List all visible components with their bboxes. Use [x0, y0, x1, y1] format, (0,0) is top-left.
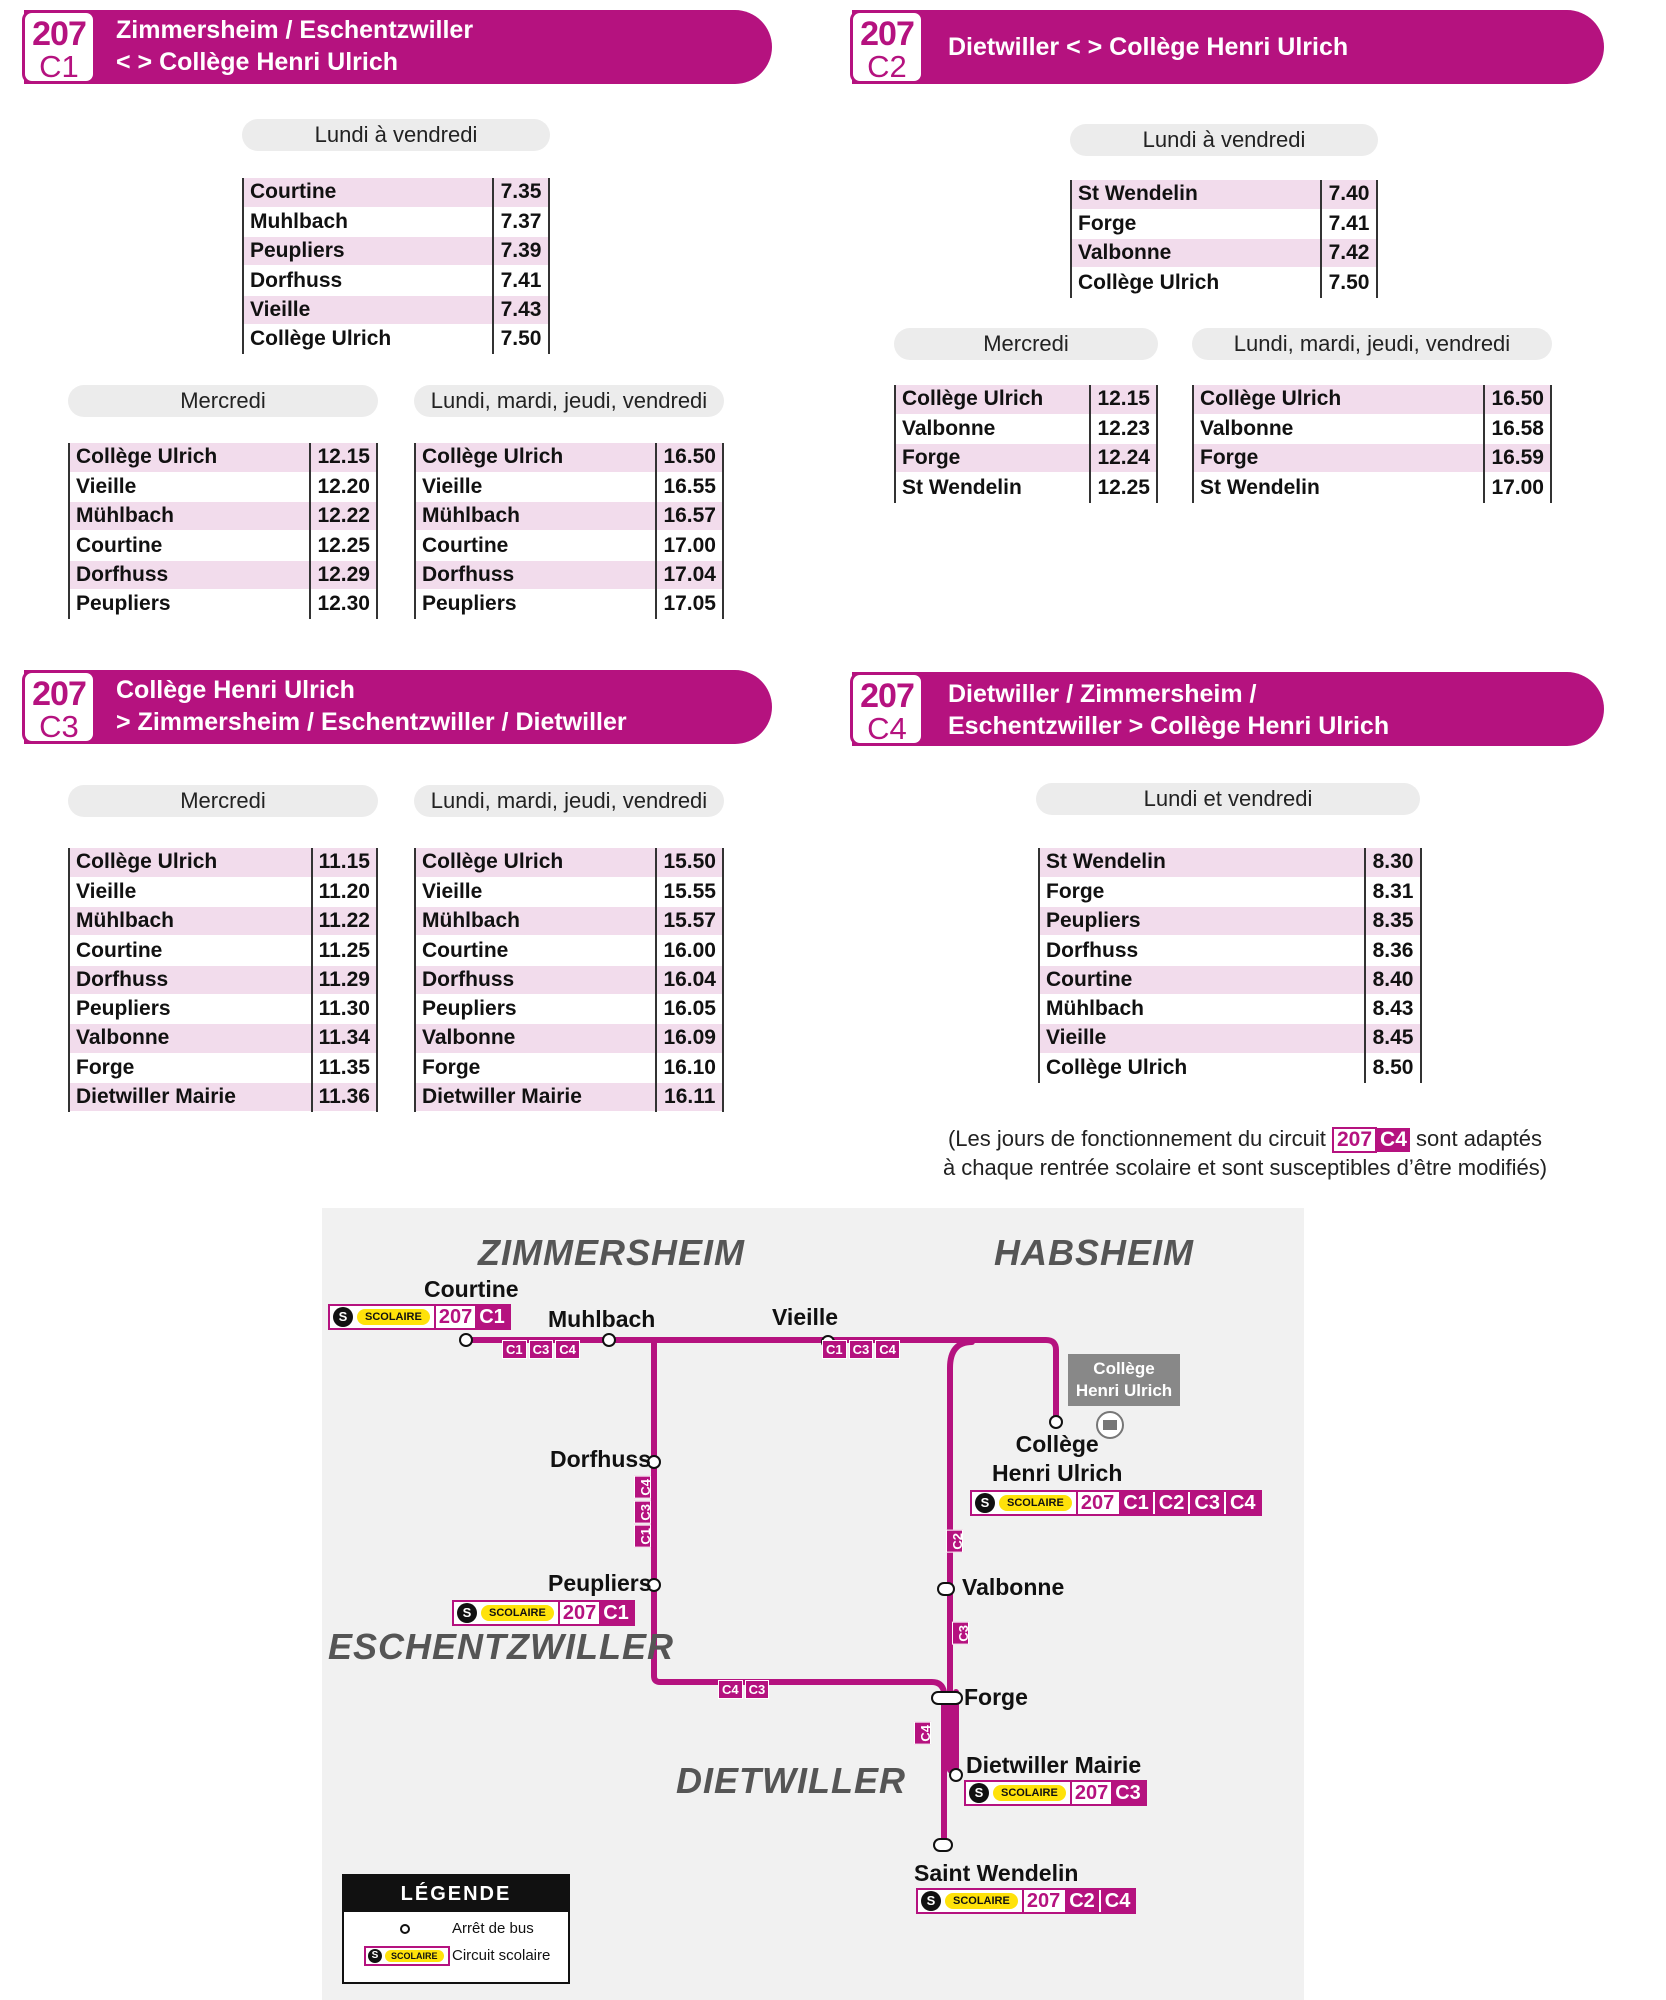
time-cell: 12.20 — [310, 472, 377, 501]
stop-name-cell: Collège Ulrich — [1193, 385, 1484, 414]
c1-weekday-label: Lundi à vendredi — [242, 119, 550, 151]
c3-line-number: 207 — [32, 675, 86, 713]
time-cell: 12.15 — [310, 443, 377, 472]
route-marker-bottom: C4 C3 — [718, 1680, 769, 1699]
c3-other-label: Lundi, mardi, jeudi, vendredi — [414, 785, 724, 817]
map-legend: LÉGENDE Arrêt de bus S SCOLAIRE Circuit scolaire — [342, 1874, 570, 1984]
timetable-row — [1039, 1024, 1421, 1053]
stop-name-cell: Vieille — [1039, 1024, 1365, 1053]
stop-name-cell: Courtine — [415, 936, 656, 965]
c4-badge — [850, 672, 924, 746]
time-cell: 12.29 — [310, 560, 377, 589]
time-cell: 15.55 — [656, 877, 723, 906]
time-cell: 7.50 — [1321, 268, 1377, 297]
stop-valbonne — [938, 1583, 954, 1595]
stop-name-cell: Valbonne — [415, 1024, 656, 1053]
college-box: Collège Henri Ulrich — [1068, 1354, 1180, 1406]
time-cell: 12.24 — [1090, 444, 1157, 473]
c1-line-number: 207 — [32, 15, 86, 53]
c2-weekday-table — [1070, 180, 1378, 298]
tag-college: S SCOLAIRE 207 C1 C2 C3 C4 — [970, 1490, 1262, 1516]
time-cell: 16.10 — [656, 1053, 723, 1082]
tag-dietwiller-mairie: S SCOLAIRE 207 C3 — [964, 1780, 1147, 1806]
c1-weekday-table — [242, 178, 550, 354]
timetable-row — [243, 207, 549, 236]
timetable-row — [243, 324, 549, 353]
stop-name-cell: Dorfhuss — [415, 560, 656, 589]
route-marker-c2: C2 — [946, 1530, 963, 1553]
stop-forge — [932, 1692, 962, 1704]
time-cell: 8.35 — [1365, 907, 1421, 936]
c1-title: Zimmersheim / Eschentzwiller < > Collège Henri Ulrich — [116, 16, 474, 76]
time-cell: 16.11 — [656, 1082, 723, 1111]
time-cell: 17.05 — [656, 589, 723, 618]
stop-name-cell: Mühlbach — [415, 502, 656, 531]
time-cell: 11.25 — [312, 936, 377, 965]
time-cell: 15.57 — [656, 907, 723, 936]
time-cell: 16.05 — [656, 994, 723, 1023]
town-dietwiller: DIETWILLER — [676, 1760, 906, 1801]
c4-line-number: 207 — [860, 677, 914, 715]
stop-name-cell: Vieille — [415, 472, 656, 501]
time-cell: 7.35 — [493, 178, 549, 207]
c2-wed-table — [894, 385, 1158, 503]
c3-title: Collège Henri Ulrich > Zimmersheim / Eschentzwiller / Dietwiller — [116, 676, 627, 736]
time-cell: 12.25 — [310, 531, 377, 560]
timetable-row — [69, 472, 377, 501]
time-cell: 16.57 — [656, 502, 723, 531]
c1-badge — [22, 10, 96, 84]
timetable-row — [415, 1053, 723, 1082]
route-marker-vieille: C1 C3 C4 — [822, 1340, 900, 1359]
c3-wed-label: Mercredi — [68, 785, 378, 817]
stop-label-forge: Forge — [964, 1684, 1028, 1710]
stop-name-cell: Vieille — [69, 472, 310, 501]
timetable-row — [1071, 268, 1377, 297]
time-cell: 8.50 — [1365, 1053, 1421, 1082]
time-cell: 17.00 — [1484, 473, 1551, 502]
timetable-row — [69, 531, 377, 560]
time-cell: 8.45 — [1365, 1024, 1421, 1053]
timetable-row — [415, 994, 723, 1023]
c2-other-table — [1192, 385, 1552, 503]
time-cell: 11.22 — [312, 907, 377, 936]
stop-name-cell: Forge — [895, 444, 1090, 473]
c3-badge — [22, 670, 96, 744]
stop-label-muhlbach: Muhlbach — [548, 1306, 656, 1332]
timetable-row — [243, 266, 549, 295]
stop-name-cell: Collège Ulrich — [1071, 268, 1321, 297]
stop-label-vieille: Vieille — [772, 1304, 839, 1330]
school-icon-glyph — [1103, 1420, 1117, 1430]
stop-label-courtine: Courtine — [424, 1276, 519, 1302]
timetable-row — [415, 472, 723, 501]
timetable-row — [1039, 936, 1421, 965]
c4-title: Dietwiller / Zimmersheim / Eschentzwiller > Collège Henri Ulrich — [948, 680, 1390, 740]
stop-name-cell: Collège Ulrich — [69, 848, 312, 877]
timetable-row — [69, 1082, 377, 1111]
c3-circuit-code: C3 — [39, 709, 79, 744]
stop-name-cell: Mühlbach — [415, 907, 656, 936]
timetable-row — [415, 443, 723, 472]
stop-name-cell: Collège Ulrich — [69, 443, 310, 472]
time-cell: 8.43 — [1365, 994, 1421, 1023]
stop-name-cell: Muhlbach — [243, 207, 493, 236]
timetable-row — [1193, 414, 1551, 443]
c1-other-table — [414, 443, 724, 619]
time-cell: 11.36 — [312, 1082, 377, 1111]
time-cell: 7.40 — [1321, 180, 1377, 209]
timetable-row — [69, 994, 377, 1023]
time-cell: 11.29 — [312, 965, 377, 994]
timetable-row — [69, 502, 377, 531]
timetable-row — [895, 385, 1157, 414]
c2-line-number: 207 — [860, 15, 914, 53]
stop-name-cell: St Wendelin — [1071, 180, 1321, 209]
stop-name-cell: Forge — [1193, 444, 1484, 473]
time-cell: 16.55 — [656, 472, 723, 501]
time-cell: 8.40 — [1365, 965, 1421, 994]
timetable-row — [415, 877, 723, 906]
time-cell: 8.36 — [1365, 936, 1421, 965]
timetable-row — [415, 907, 723, 936]
stop-name-cell: Dorfhuss — [1039, 936, 1365, 965]
note-line-badge: 207 — [1332, 1127, 1377, 1153]
timetable-row — [69, 965, 377, 994]
stop-name-cell: Collège Ulrich — [243, 324, 493, 353]
c2-weekday-label: Lundi à vendredi — [1070, 124, 1378, 156]
time-cell: 16.50 — [656, 443, 723, 472]
time-cell: 16.00 — [656, 936, 723, 965]
scolaire-s-icon: S — [333, 1307, 353, 1327]
tag-courtine: S SCOLAIRE 207 C1 — [328, 1304, 511, 1330]
time-cell: 11.20 — [312, 877, 377, 906]
stop-name-cell: St Wendelin — [1039, 848, 1365, 877]
stop-college — [1050, 1416, 1062, 1428]
stop-label-dorfhuss: Dorfhuss — [550, 1446, 651, 1472]
time-cell: 17.00 — [656, 531, 723, 560]
time-cell: 16.04 — [656, 965, 723, 994]
stop-name-cell: Collège Ulrich — [415, 443, 656, 472]
c1-wed-label: Mercredi — [68, 385, 378, 417]
timetable-row — [1071, 180, 1377, 209]
c3-other-table — [414, 848, 724, 1112]
timetable-row — [1039, 877, 1421, 906]
stop-label-valbonne: Valbonne — [962, 1574, 1065, 1600]
c2-badge — [850, 10, 924, 84]
timetable-row — [1193, 444, 1551, 473]
stop-name-cell: Valbonne — [1193, 414, 1484, 443]
legend-stop-label: Arrêt de bus — [452, 1920, 534, 1937]
c3-wed-table — [68, 848, 378, 1112]
time-cell: 17.04 — [656, 560, 723, 589]
c2-circuit-code: C2 — [867, 49, 907, 84]
stop-name-cell: Dorfhuss — [243, 266, 493, 295]
stop-label-peupliers: Peupliers — [548, 1570, 652, 1596]
stop-name-cell: Courtine — [243, 178, 493, 207]
stop-name-cell: Collège Ulrich — [895, 385, 1090, 414]
c4-days-label: Lundi et vendredi — [1036, 783, 1420, 815]
timetable-row — [69, 877, 377, 906]
timetable-row — [415, 589, 723, 618]
time-cell: 16.58 — [1484, 414, 1551, 443]
stop-name-cell: Dorfhuss — [69, 560, 310, 589]
stop-name-cell: Vieille — [69, 877, 312, 906]
tag-peupliers: S SCOLAIRE 207 C1 — [452, 1600, 635, 1626]
timetable-row — [69, 1024, 377, 1053]
legend-s-icon: S — [368, 1949, 382, 1963]
stop-label-dietwiller-mairie: Dietwiller Mairie — [966, 1752, 1142, 1778]
c4-footnote: (Les jours de fonctionnement du circuit 207 C4 sont adaptés à chaque rentrée scolaire et sont susceptibles d’être modifiés) — [942, 1126, 1548, 1180]
time-cell: 7.43 — [493, 295, 549, 324]
time-cell: 11.30 — [312, 994, 377, 1023]
stop-name-cell: Vieille — [415, 877, 656, 906]
time-cell: 7.42 — [1321, 239, 1377, 268]
town-eschentzwiller: ESCHENTZWILLER — [328, 1626, 674, 1667]
time-cell: 8.30 — [1365, 848, 1421, 877]
stop-name-cell: Peupliers — [1039, 907, 1365, 936]
stop-name-cell: Dorfhuss — [415, 965, 656, 994]
stop-name-cell: Valbonne — [69, 1024, 312, 1053]
stop-name-cell: Dietwiller Mairie — [69, 1082, 312, 1111]
stop-name-cell: Valbonne — [895, 414, 1090, 443]
stop-name-cell: Mühlbach — [69, 502, 310, 531]
time-cell: 12.25 — [1090, 473, 1157, 502]
legend-circuit-label: Circuit scolaire — [452, 1947, 551, 1964]
timetable-row — [1039, 994, 1421, 1023]
timetable-row — [415, 560, 723, 589]
timetable-row — [1071, 239, 1377, 268]
scolaire-s-icon: S — [921, 1891, 941, 1911]
time-cell: 7.37 — [493, 207, 549, 236]
timetable-row — [69, 560, 377, 589]
stop-name-cell: Courtine — [415, 531, 656, 560]
timetable-row — [69, 589, 377, 618]
time-cell: 12.15 — [1090, 385, 1157, 414]
timetable-row — [895, 473, 1157, 502]
timetable-row — [69, 936, 377, 965]
c1-other-label: Lundi, mardi, jeudi, vendredi — [414, 385, 724, 417]
timetable-row — [1071, 209, 1377, 238]
timetable-row — [69, 848, 377, 877]
stop-label-college: Collège Henri Ulrich — [992, 1431, 1123, 1486]
stop-name-cell: Forge — [69, 1053, 312, 1082]
stop-muhlbach — [603, 1334, 615, 1346]
stop-name-cell: Collège Ulrich — [1039, 1053, 1365, 1082]
stop-name-cell: Mühlbach — [1039, 994, 1365, 1023]
route-marker-courtine-muhlbach: C1 C3 C4 — [502, 1340, 580, 1359]
stop-name-cell: Valbonne — [1071, 239, 1321, 268]
stop-name-cell: Peupliers — [69, 589, 310, 618]
time-cell: 7.39 — [493, 237, 549, 266]
timetable-row — [415, 531, 723, 560]
stop-dietwiller-mairie — [950, 1769, 962, 1781]
scolaire-s-icon: S — [975, 1493, 995, 1513]
timetable-row — [415, 848, 723, 877]
timetable-row — [895, 444, 1157, 473]
c2-wed-label: Mercredi — [894, 328, 1158, 360]
stop-name-cell: Courtine — [69, 531, 310, 560]
timetable-row — [69, 1053, 377, 1082]
time-cell: 11.34 — [312, 1024, 377, 1053]
stop-name-cell: Forge — [1039, 877, 1365, 906]
c1-wed-table — [68, 443, 378, 619]
stop-name-cell: Mühlbach — [69, 907, 312, 936]
town-habsheim: HABSHEIM — [994, 1232, 1195, 1273]
route-marker-c3: C3 — [952, 1622, 969, 1645]
timetable-row — [415, 1024, 723, 1053]
stop-name-cell: Peupliers — [69, 994, 312, 1023]
time-cell: 12.22 — [310, 502, 377, 531]
stop-name-cell: Collège Ulrich — [415, 848, 656, 877]
time-cell: 7.41 — [1321, 209, 1377, 238]
time-cell: 7.41 — [493, 266, 549, 295]
timetable-row — [243, 237, 549, 266]
time-cell: 16.50 — [1484, 385, 1551, 414]
timetable-row — [415, 502, 723, 531]
timetable-row — [415, 965, 723, 994]
tag-saint-wendelin: S SCOLAIRE 207 C2 C4 — [916, 1888, 1136, 1914]
time-cell: 11.35 — [312, 1053, 377, 1082]
stop-label-saint-wendelin: Saint Wendelin — [914, 1860, 1079, 1886]
timetable-row — [243, 295, 549, 324]
legend-title: LÉGENDE — [344, 1876, 568, 1912]
stop-name-cell: Dietwiller Mairie — [415, 1082, 656, 1111]
timetable-row — [69, 907, 377, 936]
time-cell: 12.23 — [1090, 414, 1157, 443]
timetable-row — [1039, 848, 1421, 877]
timetable-row — [1039, 1053, 1421, 1082]
stop-name-cell: Peupliers — [243, 237, 493, 266]
timetable-row — [895, 414, 1157, 443]
timetable-row — [415, 936, 723, 965]
c4-table — [1038, 848, 1422, 1083]
timetable-row — [69, 443, 377, 472]
stop-name-cell: Forge — [415, 1053, 656, 1082]
timetable-row — [415, 1082, 723, 1111]
c2-title: Dietwiller < > Collège Henri Ulrich — [948, 33, 1349, 61]
time-cell: 12.30 — [310, 589, 377, 618]
time-cell: 11.15 — [312, 848, 377, 877]
timetable-row — [1193, 385, 1551, 414]
timetable-row — [1039, 965, 1421, 994]
timetable-row — [1039, 907, 1421, 936]
time-cell: 15.50 — [656, 848, 723, 877]
town-zimmersheim: ZIMMERSHEIM — [478, 1232, 745, 1273]
c1-circuit-code: C1 — [39, 49, 79, 84]
time-cell: 7.50 — [493, 324, 549, 353]
stop-courtine — [460, 1334, 472, 1346]
timetable-row — [243, 178, 549, 207]
stop-name-cell: Forge — [1071, 209, 1321, 238]
c4-circuit-code: C4 — [867, 711, 907, 746]
time-cell: 8.31 — [1365, 877, 1421, 906]
time-cell: 16.09 — [656, 1024, 723, 1053]
stop-name-cell: Vieille — [243, 295, 493, 324]
stop-saint-wendelin — [934, 1839, 952, 1851]
stop-name-cell: Peupliers — [415, 994, 656, 1023]
scolaire-s-icon: S — [969, 1783, 989, 1803]
stop-name-cell: Dorfhuss — [69, 965, 312, 994]
scolaire-s-icon: S — [457, 1603, 477, 1623]
stop-name-cell: Peupliers — [415, 589, 656, 618]
note-code-badge: C4 — [1377, 1128, 1410, 1152]
stop-name-cell: Courtine — [1039, 965, 1365, 994]
stop-name-cell: St Wendelin — [1193, 473, 1484, 502]
c2-other-label: Lundi, mardi, jeudi, vendredi — [1192, 328, 1552, 360]
timetable-row — [1193, 473, 1551, 502]
stop-name-cell: Courtine — [69, 936, 312, 965]
time-cell: 16.59 — [1484, 444, 1551, 473]
stop-name-cell: St Wendelin — [895, 473, 1090, 502]
route-marker-c4: C4 — [914, 1722, 931, 1745]
route-marker-dorfhuss-peupliers: C4 C3 C1 — [634, 1476, 651, 1548]
